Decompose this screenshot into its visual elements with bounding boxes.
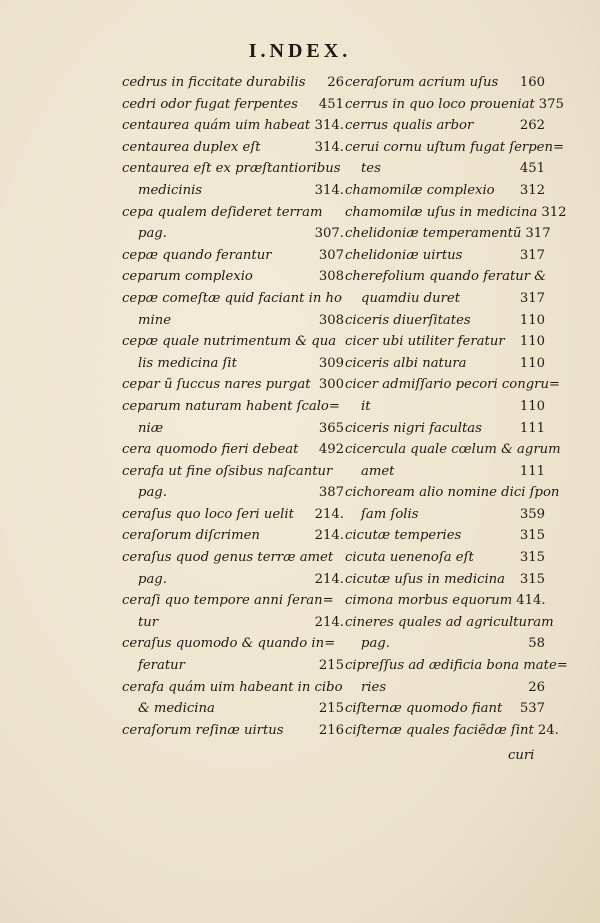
entry-text: it <box>361 398 371 414</box>
entry-text: pag. <box>138 485 167 501</box>
index-entry <box>345 223 551 245</box>
entry-text: ceraſus quomodo & quando in= <box>122 636 336 652</box>
index-line <box>122 158 344 180</box>
page-number: 365 <box>318 420 344 436</box>
index-line <box>345 115 545 137</box>
entry-text: pag. <box>361 636 390 652</box>
entry-text: lis medicina ſit <box>138 355 237 371</box>
entry-text: niæ <box>138 420 164 436</box>
entry-text: ries <box>361 679 387 695</box>
index-line <box>122 482 344 504</box>
page-number: 314. <box>314 118 344 134</box>
entry-text: ceraſorum diſcrimen <box>122 528 260 544</box>
index-entry <box>345 180 545 202</box>
index-line <box>345 482 560 504</box>
page-number: 214. <box>314 528 344 544</box>
index-line <box>345 331 545 353</box>
page-number: 111 <box>519 463 545 479</box>
entry-text: ciceris nigri facultas <box>345 420 482 436</box>
index-line <box>345 504 545 526</box>
index-line <box>122 525 344 547</box>
page-number: 58 <box>528 636 545 652</box>
index-line <box>345 266 545 288</box>
index-line <box>122 504 344 526</box>
page-number: 317 <box>519 247 545 263</box>
index-entry <box>345 245 545 267</box>
right-column <box>345 72 568 741</box>
entry-text: cicutæ uſus in medicina <box>345 571 506 587</box>
page-number: 215 <box>318 658 344 674</box>
index-entry <box>122 396 344 439</box>
index-line <box>122 310 344 332</box>
index-entry <box>345 698 545 720</box>
page-number: 309 <box>318 355 344 371</box>
entry-text: cera quomodo fieri debeat <box>122 442 299 458</box>
entry-text: cedri odor fugat ferpentes <box>122 96 298 112</box>
entry-text: pag. <box>138 571 167 587</box>
index-entry <box>345 266 545 309</box>
index-entry <box>122 720 344 742</box>
entry-text: tur <box>138 614 159 630</box>
entry-text: cineres quales ad agriculturam <box>345 614 554 630</box>
index-entry <box>122 94 344 116</box>
entry-text: centaurea eſt ex præſtantioribus <box>122 161 341 177</box>
entry-text: chamomilæ uſus in medicina <box>345 204 538 220</box>
page-number: 451 <box>318 96 344 112</box>
entry-text: cicer ubi utiliter feratur <box>345 334 505 350</box>
entry-text: pag. <box>138 226 167 242</box>
index-entry <box>345 374 560 417</box>
index-line <box>345 94 564 116</box>
index-entry <box>122 331 344 374</box>
index-line <box>122 115 344 137</box>
entry-text: ciceris diuerſitates <box>345 312 471 328</box>
entry-text: ceraſus quod genus terræ amet <box>122 550 334 566</box>
index-line <box>122 245 344 267</box>
page-number: 110 <box>519 355 545 371</box>
entry-text: ſam ſolis <box>361 506 419 522</box>
index-line <box>345 374 560 396</box>
entry-text: cicuta uenenoſa eſt <box>345 550 474 566</box>
index-line <box>122 677 344 699</box>
entry-text: ciſternæ quales faciẽdæ ſint <box>345 722 534 738</box>
index-entry <box>345 569 545 591</box>
entry-text: cepæ quale nutrimentum & qua <box>122 334 337 350</box>
index-line <box>122 396 344 418</box>
entry-text: cicercula quale cœlum & agrum <box>345 442 561 458</box>
index-entry <box>122 158 344 201</box>
index-entry <box>345 590 545 612</box>
index-line <box>345 461 545 483</box>
index-entry <box>122 547 344 590</box>
index-entry <box>345 547 545 569</box>
page-number: 24. <box>537 722 559 738</box>
page-number: 214. <box>314 571 344 587</box>
page-number: 315 <box>519 571 545 587</box>
page-number: 307 <box>318 247 344 263</box>
page-number: 315 <box>519 528 545 544</box>
page-number: 308 <box>318 312 344 328</box>
index-line <box>122 547 344 569</box>
index-line <box>122 569 344 591</box>
index-line <box>122 266 344 288</box>
page-number: 26 <box>528 679 545 695</box>
index-entry <box>122 525 344 547</box>
index-entry <box>122 245 344 267</box>
index-entry <box>122 374 344 396</box>
entry-text: cicer admiſſario pecori congru= <box>345 377 560 393</box>
entry-text: centaurea quám uim habeat <box>122 118 311 134</box>
index-line <box>345 525 545 547</box>
entry-text: cimona morbus equorum <box>345 593 513 609</box>
index-entry <box>122 288 344 331</box>
entry-text: ceraſi quo tempore anni ſeran= <box>122 593 334 609</box>
entry-text: cichoream alio nomine dici ſpon <box>345 485 560 501</box>
index-line <box>345 310 545 332</box>
page-number: 317 <box>525 226 551 242</box>
page-number: 300 <box>318 377 344 393</box>
page-number: 110 <box>519 398 545 414</box>
index-entry <box>122 266 344 288</box>
entry-text: cerafa ut fine oſsibus naſcantur <box>122 463 333 479</box>
page-number: 214. <box>314 506 344 522</box>
entry-text: cerui cornu uſtum fugat ſerpen= <box>345 139 565 155</box>
index-line <box>345 633 545 655</box>
index-line <box>345 223 551 245</box>
left-column <box>122 72 344 741</box>
index-line <box>122 353 344 375</box>
index-line <box>345 288 545 310</box>
page-number: 537 <box>519 701 545 717</box>
entry-text: cedrus in ficcitate durabilis <box>122 75 306 90</box>
index-entry <box>122 504 344 526</box>
index-entry <box>345 331 545 353</box>
index-entry <box>345 655 568 698</box>
index-line <box>345 158 545 180</box>
page-number: 110 <box>519 312 545 328</box>
index-entry <box>345 612 554 655</box>
index-line <box>345 353 545 375</box>
entry-text: medicinis <box>138 182 203 198</box>
entry-text: ciſternæ quomodo fiant <box>345 701 503 717</box>
index-entry <box>122 590 344 633</box>
index-line <box>345 180 545 202</box>
entry-text: feratur <box>138 658 185 674</box>
entry-text: cepæ comeſtæ quid faciant in ho <box>122 290 342 306</box>
page-number: 492 <box>318 442 344 458</box>
page-number: 387 <box>318 485 344 501</box>
index-line <box>345 72 545 94</box>
entry-text: ciceris albi natura <box>345 355 467 371</box>
index-line <box>345 677 545 699</box>
index-line <box>122 374 344 396</box>
entry-text: cepa qualem deſideret terram <box>122 204 323 220</box>
index-line <box>345 590 545 612</box>
entry-text: cerrus qualis arbor <box>345 118 474 134</box>
index-line <box>345 612 554 634</box>
entry-text: cherefolium quando feratur & <box>345 269 546 285</box>
entry-text: cepæ quando ferantur <box>122 247 272 263</box>
page-number: 359 <box>519 506 545 522</box>
entry-text: cepar ũ ſuccus nares purgat <box>122 377 311 393</box>
index-line <box>122 590 344 612</box>
index-line <box>122 331 344 353</box>
index-line <box>122 612 344 634</box>
index-line <box>345 655 568 677</box>
page-number: 26 <box>327 75 344 90</box>
index-entry <box>345 72 545 94</box>
index-line <box>345 418 545 440</box>
index-line <box>345 698 545 720</box>
page-number: 308 <box>318 269 344 285</box>
entry-text: cerrus in quo loco proueniat <box>345 96 535 112</box>
page-number: 314. <box>314 182 344 198</box>
entry-text: ceraſus quo loco ſeri uelit <box>122 506 294 522</box>
index-line <box>122 288 344 310</box>
index-entry <box>345 720 559 742</box>
index-entry <box>345 310 545 332</box>
index-entry <box>345 482 560 525</box>
index-line <box>122 72 344 94</box>
entry-text: quamdiu duret <box>361 290 460 306</box>
page-number: 307. <box>314 226 344 242</box>
index-entry <box>345 525 545 547</box>
entry-text: & medicina <box>138 701 215 717</box>
index-entry <box>345 353 545 375</box>
index-entry <box>122 137 344 159</box>
entry-text: cerafa quám uim habeant in cibo <box>122 679 343 695</box>
page-number: 214. <box>314 614 344 630</box>
page-number: 262 <box>519 118 545 134</box>
entry-text: ceparum complexio <box>122 269 253 285</box>
index-line <box>122 633 344 655</box>
catchword: curi <box>508 748 535 763</box>
entry-text: cipreſſus ad ædificia bona mate= <box>345 658 568 674</box>
page-number: 312 <box>541 204 567 220</box>
page-number: 110 <box>519 334 545 350</box>
index-line <box>345 202 567 224</box>
index-line <box>122 223 344 245</box>
index-entry <box>122 461 344 504</box>
entry-text: cicutæ temperies <box>345 528 462 544</box>
entry-text: mine <box>138 312 172 328</box>
index-entry <box>345 418 545 440</box>
entry-text: amet <box>361 463 395 479</box>
entry-text: tes <box>361 161 381 177</box>
page-number: 317 <box>519 290 545 306</box>
entry-text: ceparum naturam habent ſcalo= <box>122 398 340 414</box>
index-line <box>345 720 559 742</box>
index-entry <box>345 94 564 116</box>
index-entry <box>345 439 561 482</box>
page-number: 414. <box>516 593 546 609</box>
entry-text: chelidoniæ uirtus <box>345 247 463 263</box>
index-line <box>122 418 344 440</box>
index-line <box>122 698 344 720</box>
index-entry <box>122 202 344 245</box>
entry-text: ceraſorum reſinæ uirtus <box>122 722 284 738</box>
index-line <box>122 180 344 202</box>
index-line <box>122 137 344 159</box>
entry-text: chelidoniæ temperamentũ <box>345 226 522 242</box>
page-header: I.NDEX. <box>248 40 352 62</box>
index-entry <box>122 633 344 676</box>
index-entry <box>122 72 344 94</box>
page-number: 215 <box>318 701 344 717</box>
entry-text: chamomilæ complexio <box>345 182 495 198</box>
index-line <box>345 569 545 591</box>
entry-text: centaurea duplex eſt <box>122 139 261 155</box>
index-line <box>122 94 344 116</box>
index-entry <box>122 439 344 461</box>
page-number: 160 <box>519 75 545 90</box>
page-number: 315 <box>519 550 545 566</box>
index-line <box>122 655 344 677</box>
page-number: 216 <box>318 722 344 738</box>
entry-text: ceraſorum acrium uſus <box>345 75 499 90</box>
index-line <box>345 137 565 159</box>
page-number: 375 <box>538 96 564 112</box>
index-line <box>345 396 545 418</box>
index-entry <box>122 677 344 720</box>
index-line <box>345 547 545 569</box>
index-entry <box>345 115 545 137</box>
index-entry <box>122 115 344 137</box>
index-line <box>345 439 561 461</box>
page-number: 451 <box>519 161 545 177</box>
index-line <box>345 245 545 267</box>
index-entry <box>345 202 567 224</box>
index-line <box>122 439 344 461</box>
page-number: 312 <box>519 182 545 198</box>
index-line <box>122 461 344 483</box>
page-number: 314. <box>314 139 344 155</box>
page-number: 111 <box>519 420 545 436</box>
index-line <box>122 202 344 224</box>
index-entry <box>345 137 565 180</box>
index-line <box>122 720 344 742</box>
